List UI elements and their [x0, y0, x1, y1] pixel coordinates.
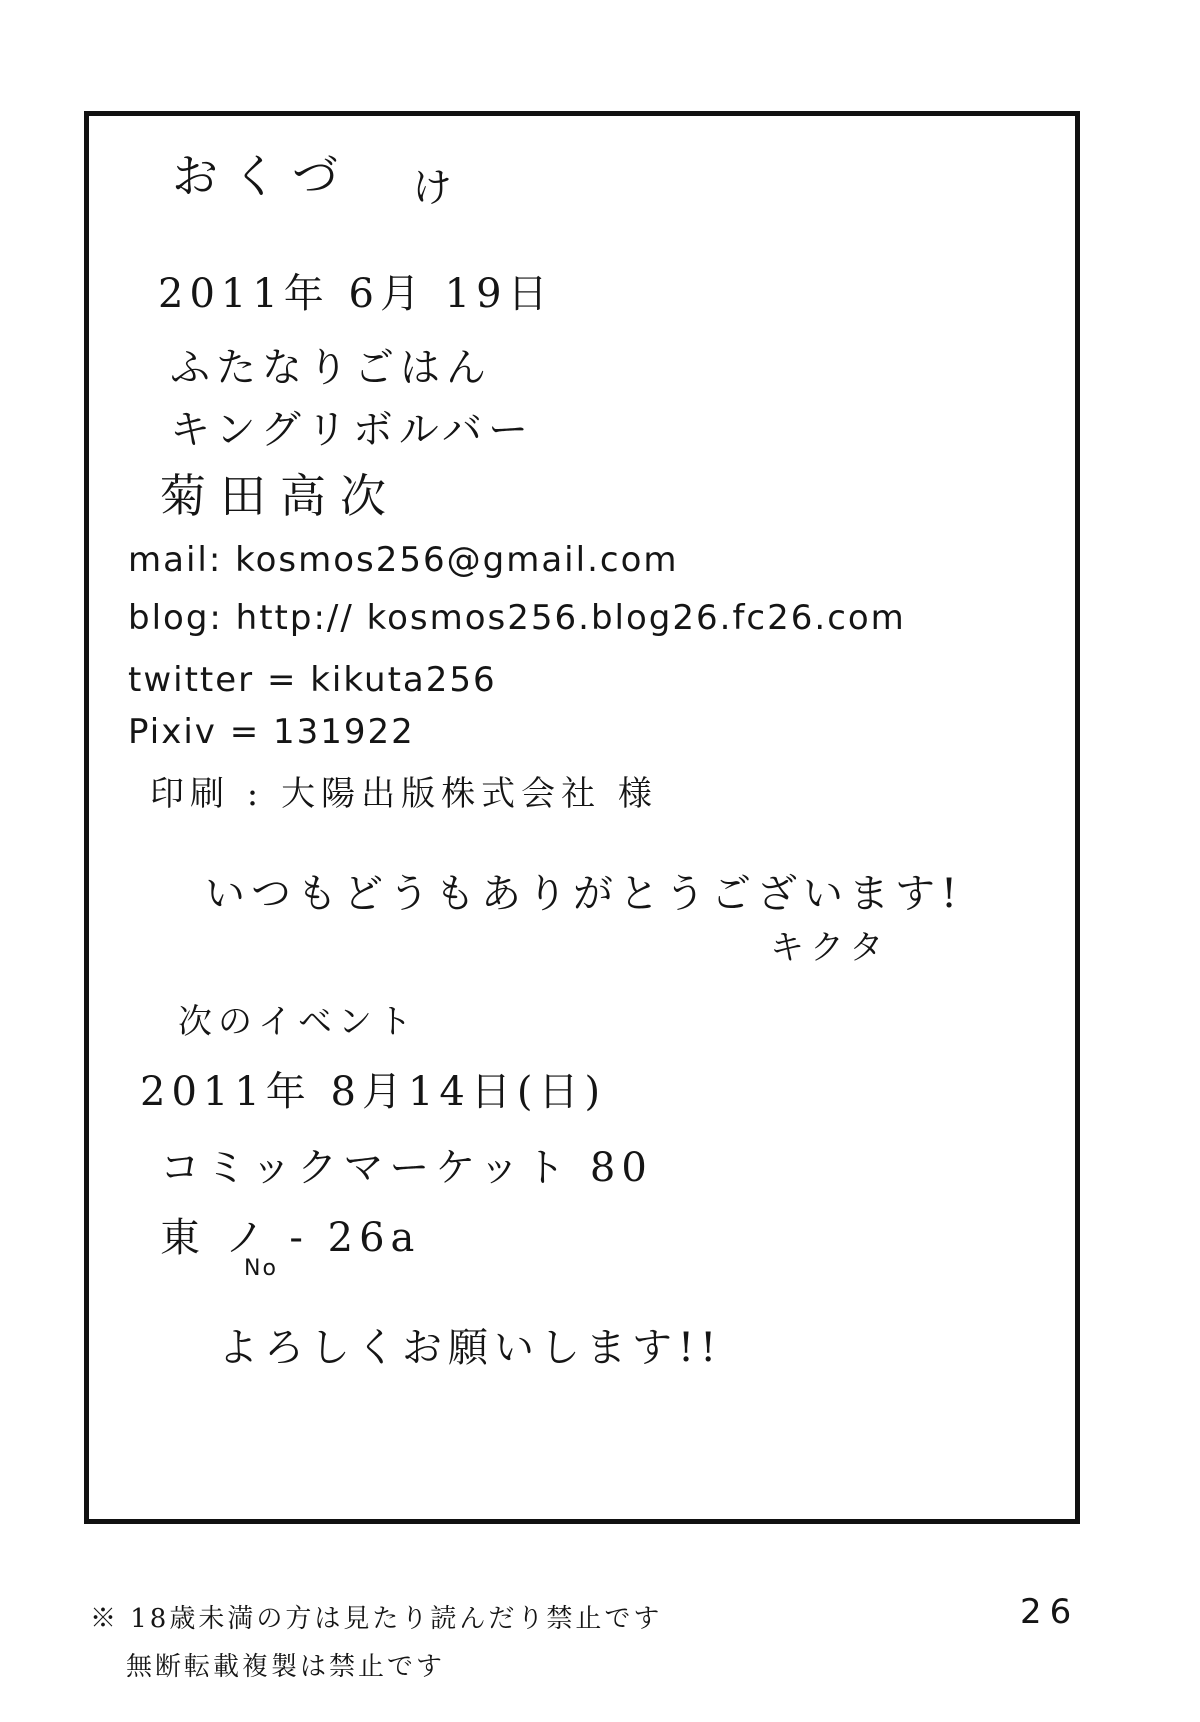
- circle-name: キングリボルバー: [170, 407, 534, 453]
- thanks-message: いつもどうもありがとうございます!: [205, 871, 964, 917]
- colophon-heading: おくづ: [172, 149, 352, 203]
- footnote-age-notice: ※ 18歳未満の方は見たり読んだり禁止です: [90, 1604, 663, 1634]
- colophon-heading-tail: け: [412, 165, 458, 211]
- book-title: ふたなりごはん: [170, 345, 492, 391]
- booth-no-label: No: [244, 1256, 278, 1281]
- signature: キクタ: [770, 928, 890, 968]
- printer-line: 印刷 : 大陽出版株式会社 様: [150, 774, 658, 814]
- event-date: 2011年 8月14日(日): [140, 1069, 607, 1115]
- mail-line: mail: kosmos256@gmail.com: [128, 540, 679, 580]
- pixiv-line: Pixiv = 131922: [128, 712, 415, 752]
- event-name: コミックマーケット 80: [160, 1145, 653, 1191]
- twitter-line: twitter = kikuta256: [128, 660, 497, 700]
- author-name: 菊田高次: [160, 469, 400, 523]
- publication-date: 2011年 6月 19日: [158, 271, 554, 317]
- footnote-copyright-notice: 無断転載複製は禁止です: [126, 1652, 446, 1682]
- closing-message: よろしくお願いします!!: [218, 1325, 723, 1371]
- blog-line: blog: http:// kosmos256.blog26.fc26.com: [128, 598, 906, 638]
- booth-number: 東 ノ - 26a: [160, 1215, 421, 1261]
- next-event-label: 次のイベント: [178, 1002, 418, 1042]
- page-border: [84, 111, 1080, 1524]
- page-number: 26: [1020, 1592, 1080, 1632]
